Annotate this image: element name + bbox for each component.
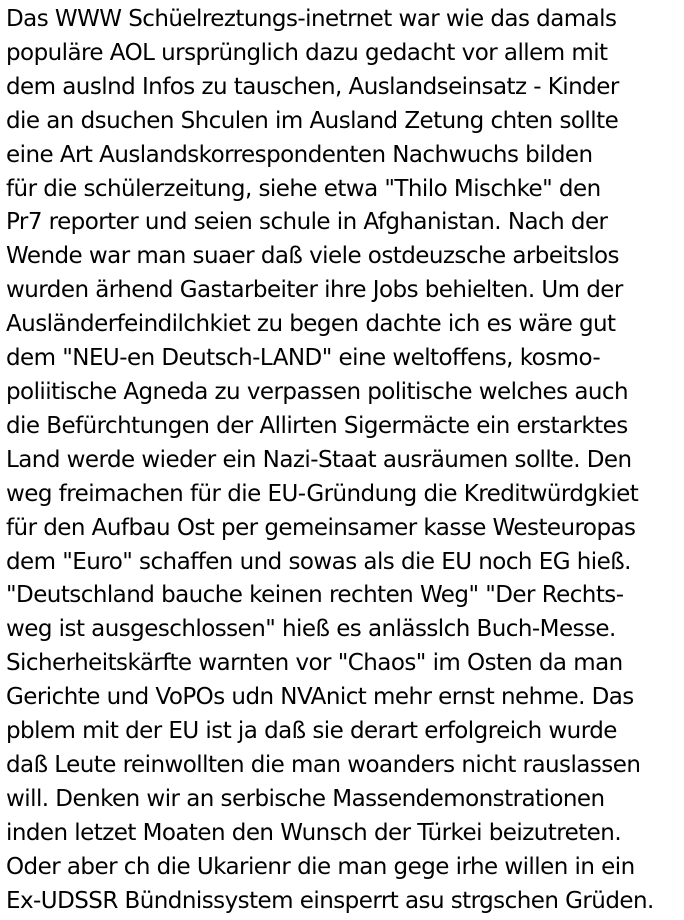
text-line: Sicherheitskärfte warnten vor "Chaos" im Osten da man (6, 650, 623, 677)
text-line: dem "NEU-en Deutsch-LAND" eine weltoffens, kosmo- (6, 345, 601, 372)
text-line: für den Aufbau Ost per gemeinsamer kasse Westeuropas (6, 514, 636, 541)
document-body (6, 3, 682, 918)
text-line: Ausländerfeindilchkiet zu begen dachte ich es wäre gut (6, 311, 616, 338)
text-line: eine Art Auslandskorrespondenten Nachwuchs bilden (6, 141, 593, 168)
text-line: "Deutschland bauche keinen rechten Weg" "Der Rechts- (6, 582, 624, 609)
text-line: Wende war man suaer daß viele ostdeuzsche arbeitslos (6, 243, 619, 270)
text-line: daß Leute reinwollten die man woanders nicht rauslassen (6, 751, 641, 778)
text-line: Oder aber ch die Ukarienr die man gege irhe willen in ein (6, 853, 635, 880)
text-line: will. Denken wir an serbische Massendemonstrationen (6, 785, 605, 812)
text-line: für die schülerzeitung, siehe etwa "Thilo Mischke" den (6, 175, 601, 202)
text-line: pblem mit der EU ist ja daß sie derart erfolgreich wurde (6, 718, 617, 745)
text-line: poliitische Agneda zu verpassen politische welches auch (6, 378, 629, 405)
text-line: wurden ärhend Gastarbeiter ihre Jobs behielten. Um der (6, 277, 623, 304)
text-line: die an dsuchen Shculen im Ausland Zetung chten sollte (6, 107, 619, 134)
text-line: Ex-UDSSR Bündnissystem einsperrt asu strgschen Grüden. (6, 887, 654, 914)
text-line: Das WWW Schüelreztungs-inetrnet war wie das damals (6, 6, 617, 32)
text-line: inden letzet Moaten den Wunsch der Türkei beizutreten. (6, 819, 622, 846)
text-line: Pr7 reporter und seien schule in Afghanistan. Nach der (6, 209, 608, 236)
text-line: dem auslnd Infos zu tauschen, Auslandseinsatz - Kinder (6, 73, 619, 100)
text-line: weg freimachen für die EU-Gründung die Kreditwürdgkiet (6, 480, 639, 507)
text-line: die Befürchtungen der Allirten Sigermäcte ein erstarktes (6, 412, 628, 439)
text-line: dem "Euro" schaffen und sowas als die EU noch EG hieß. (6, 548, 631, 575)
text-line: Gerichte und VoPOs udn NVAnict mehr ernst nehme. Das (6, 684, 634, 711)
text-line: Land werde wieder ein Nazi-Staat ausräumen sollte. Den (6, 446, 632, 473)
text-line: weg ist ausgeschlossen" hieß es anlässlch Buch-Messe. (6, 616, 616, 643)
text-line: populäre AOL ursprünglich dazu gedacht vor allem mit (6, 39, 608, 66)
